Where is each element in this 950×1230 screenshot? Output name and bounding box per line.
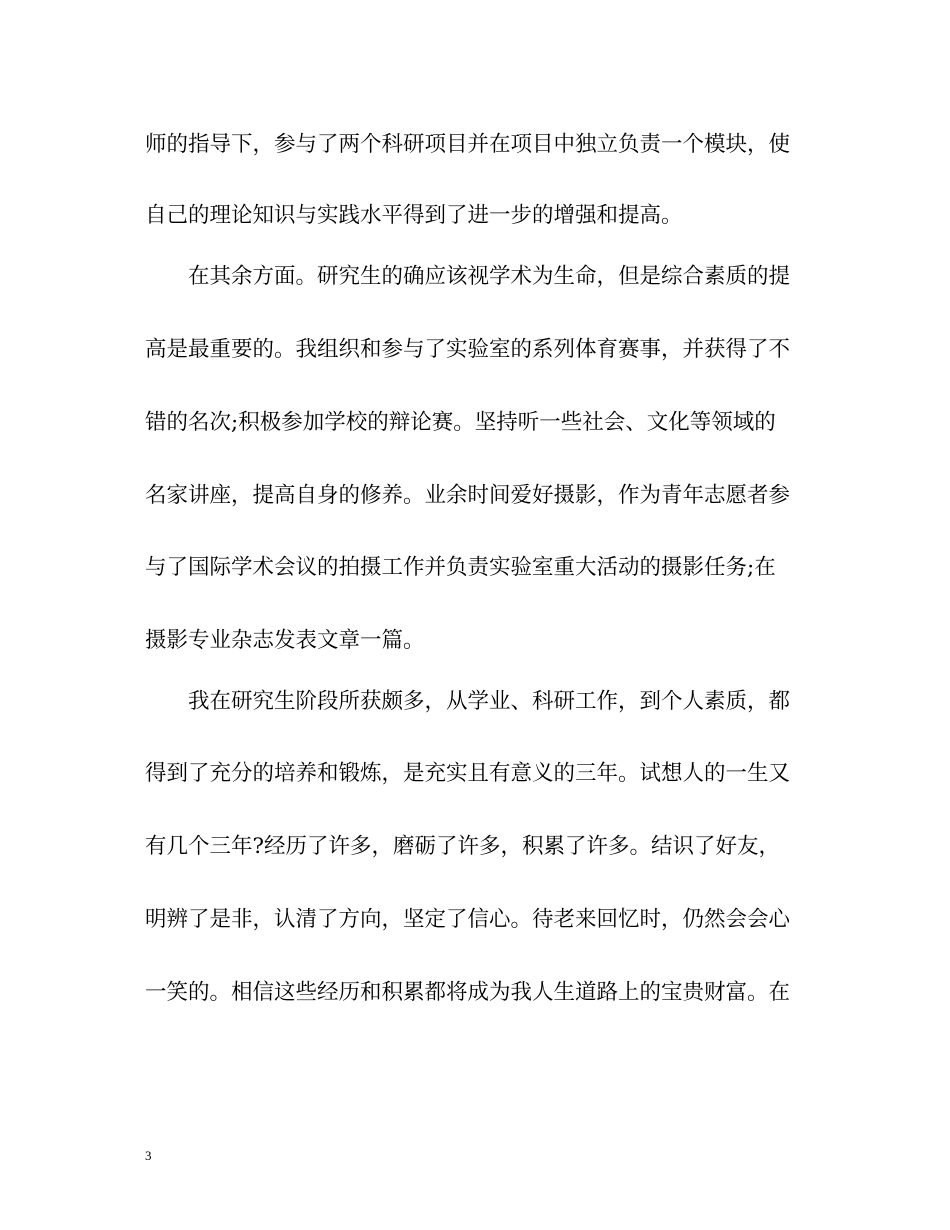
text-line: 自己的理论知识与实践水平得到了进一步的增强和提高。	[145, 203, 683, 228]
text-line: 师的指导下，参与了两个科研项目并在项目中独立负责一个模块，使	[145, 132, 791, 157]
text-line: 有几个三年?经历了许多，磨砺了许多，积累了许多。结识了好友，	[145, 834, 781, 859]
text-line: 明辨了是非，认清了方向，坚定了信心。待老来回忆时，仍然会会心	[145, 907, 791, 932]
paragraph-start-line: 我在研究生阶段所获颇多，从学业、科研工作，到个人素质，都	[145, 689, 791, 714]
text-line: 高是最重要的。我组织和参与了实验室的系列体育赛事，并获得了不	[145, 337, 791, 362]
text-line: 名家讲座，提高自身的修养。业余时间爱好摄影，作为青年志愿者参	[145, 483, 791, 508]
text-line: 一笑的。相信这些经历和积累都将成为我人生道路上的宝贵财富。在	[145, 980, 791, 1005]
text-line: 得到了充分的培养和锻炼，是充实且有意义的三年。试想人的一生又	[145, 761, 791, 786]
paragraph-start-line: 在其余方面。研究生的确应该视学术为生命，但是综合素质的提	[145, 264, 791, 289]
text-line: 错的名次;积极参加学校的辩论赛。坚持听一些社会、文化等领域的	[145, 410, 776, 435]
page-number: 3	[145, 1148, 152, 1163]
text-line: 与了国际学术会议的拍摄工作并负责实验室重大活动的摄影任务;在	[145, 555, 776, 580]
text-line: 摄影专业杂志发表文章一篇。	[145, 628, 425, 653]
